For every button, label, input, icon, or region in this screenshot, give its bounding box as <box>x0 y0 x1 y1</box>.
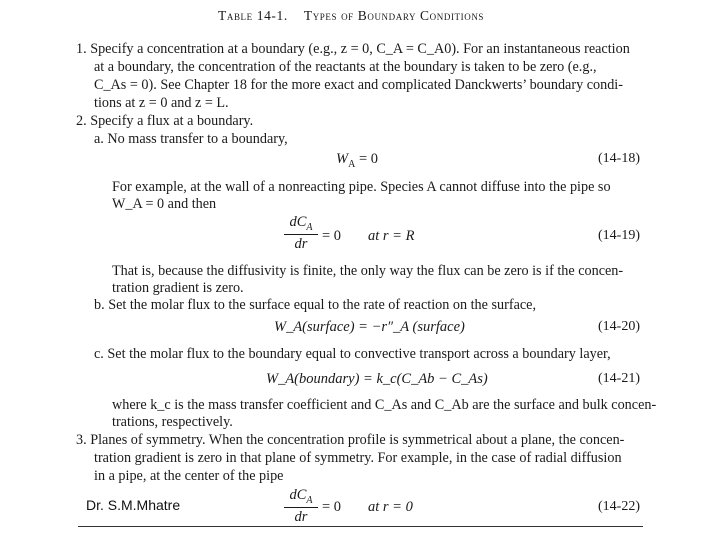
equation-14-21: W_A(boundary) = k_c(C_Ab − C_As) <box>266 371 488 387</box>
table-heading: Types of Boundary Conditions <box>303 8 485 23</box>
item2a-text2-line-1: That is, because the diffusivity is finite, the only way the flux can be zero is if the concen- <box>112 263 624 279</box>
item2c-label: c. Set the molar flux to the boundary equal to convective transport across a boundary layer, <box>94 346 611 362</box>
bottom-rule <box>78 526 643 527</box>
item2c-text-line-1: where k_c is the mass transfer coefficient and C_As and C_Ab are the surface and bulk concen- <box>112 397 657 413</box>
equation-14-19-condition: at r = R <box>368 228 415 244</box>
equation-number-14-18: (14-18) <box>598 151 640 166</box>
item3-line-2: tration gradient is zero in that plane of symmetry. For example, in the case of radial diffusion <box>94 450 622 466</box>
item1-line-2: at a boundary, the concentration of the reactants at the boundary is taken to be zero (e.g., <box>94 59 597 75</box>
equation-14-22-fraction: $dC_A$ dr <box>284 487 318 526</box>
equation-14-22-condition: at r = 0 <box>368 499 413 515</box>
table-number: Table 14-1. <box>218 8 288 23</box>
item2a-label: a. No mass transfer to a boundary, <box>94 131 288 147</box>
item2a-text-line-1: For example, at the wall of a nonreacting pipe. Species A cannot diffuse into the pipe so <box>112 179 611 195</box>
item1-line-4: tions at z = 0 and z = L. <box>94 95 229 111</box>
equation-14-22-rhs: = 0 <box>322 499 342 515</box>
item2c-text-line-2: trations, respectively. <box>112 414 233 430</box>
item3-line-3: in a pipe, at the center of the pipe <box>94 468 284 484</box>
equation-number-14-21: (14-21) <box>598 371 640 386</box>
item1-line-1: 1. Specify a concentration at a boundary (e.g., z = 0, C_A = C_A0). For an instantaneous reaction <box>76 41 630 57</box>
equation-14-20: W_A(surface) = −r″_A (surface) <box>274 319 465 335</box>
equation-number-14-20: (14-20) <box>598 319 640 334</box>
item2b-label: b. Set the molar flux to the surface equal to the rate of reaction on the surface, <box>94 297 537 313</box>
equation-number-14-22: (14-22) <box>598 499 640 514</box>
item2a-text2-line-2: tration gradient is zero. <box>112 280 244 296</box>
equation-14-19-fraction: $dC_A$ dr <box>284 214 318 253</box>
item2-label: 2. Specify a flux at a boundary. <box>76 113 254 129</box>
table-title <box>218 8 484 24</box>
equation-14-19-rhs: = 0 <box>322 228 342 244</box>
equation-14-18: $W_A = 0$ <box>336 151 379 170</box>
item2a-text-line-2: W_A = 0 and then <box>112 196 217 212</box>
equation-number-14-19: (14-19) <box>598 228 640 243</box>
item1-line-3: C_As = 0). See Chapter 18 for the more exact and complicated Danckwerts’ boundary condi- <box>94 77 623 93</box>
author-footer: Dr. S.M.Mhatre <box>86 497 181 513</box>
item3-line-1: 3. Planes of symmetry. When the concentration profile is symmetrical about a plane, the concen- <box>76 432 625 448</box>
